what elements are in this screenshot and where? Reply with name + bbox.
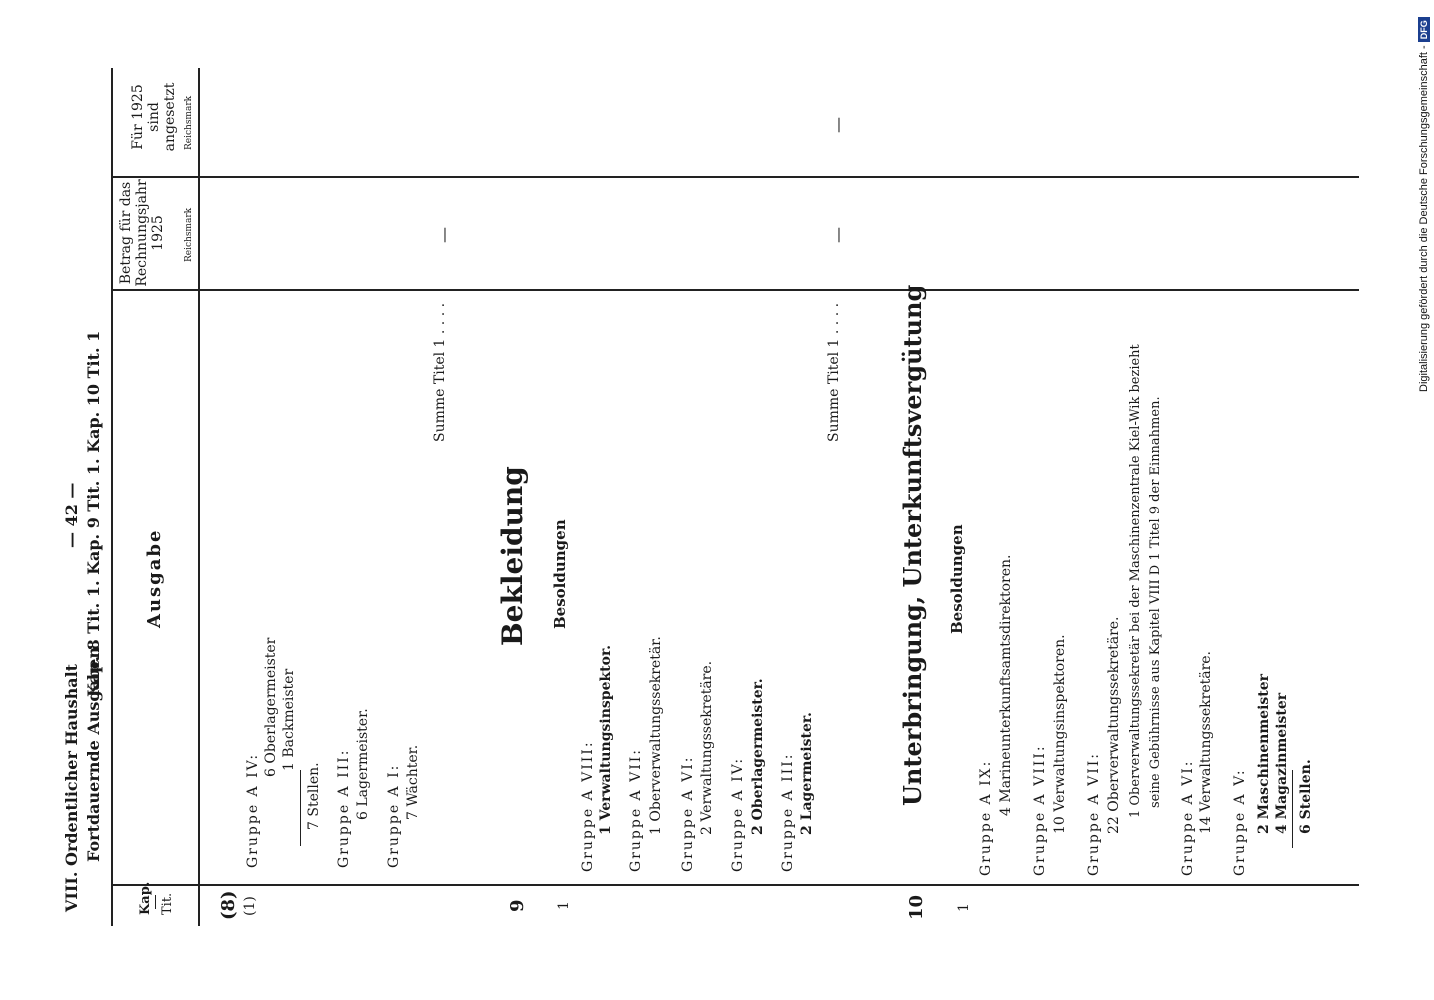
kap-column-rule: [111, 884, 1359, 886]
kap8-group-1-item-b: 1 Backmeister: [281, 668, 297, 771]
header-kind: Fortdauernde Ausgaben: [84, 647, 103, 862]
col-fuer-label: [130, 72, 178, 162]
kap9-group-3-item-a: 2 Verwaltungssekretäre.: [699, 660, 715, 835]
kap8-sum-bar: [300, 770, 301, 846]
col-kap-divider: [155, 895, 156, 909]
page-number: — 42 —: [62, 482, 81, 548]
kap8-group-3: Gruppe A I:: [386, 763, 402, 868]
kap10-number: 10: [906, 894, 927, 920]
col-fuer-unit: Reichsmark: [184, 95, 194, 150]
kap9-group-3: Gruppe A VI:: [680, 755, 696, 872]
kap8-group-3-item-a: 7 Wächter.: [405, 744, 421, 820]
kap8-number: (8): [218, 890, 239, 920]
kap10-group-3-note-2: seine Gebührnisse aus Kapitel VIII D 1 Titel 9 der Einnahmen.: [1148, 396, 1163, 808]
kap9-group-1: Gruppe A VIII:: [580, 740, 596, 872]
kap10-group-4: Gruppe A VI:: [1180, 759, 1196, 876]
kap8-sum-betrag: —: [434, 227, 453, 243]
kap9-group-4-item-a: 2 Oberlagermeister.: [750, 678, 766, 835]
kap9-group-2-item-a: 1 Oberverwaltungssekretär.: [648, 636, 664, 835]
kap10-group-2-item-a: 10 Verwaltungsinspektoren.: [1052, 634, 1068, 834]
digitization-credit: [1418, 17, 1430, 392]
kap10-group-5: Gruppe A V:: [1232, 768, 1248, 876]
kap8-group-2-item-a: 6 Lagermeister.: [355, 708, 371, 820]
kap9-title: Bekleidung: [496, 466, 529, 646]
kap9-sum-label: Summe Titel 1 . . . .: [826, 302, 842, 442]
kap8-group-2: Gruppe A III:: [336, 748, 352, 868]
col-betrag-label: [118, 179, 166, 287]
kap9-sum-betrag: —: [828, 227, 847, 243]
betrag-column-rule: [111, 289, 1359, 291]
header-chapters: Kap. 8 Tit. 1. Kap. 9 Tit. 1. Kap. 10 Tit. 1: [84, 330, 103, 697]
kap9-group-5: Gruppe A III:: [780, 752, 796, 872]
kap9-sum-fuer: —: [828, 117, 847, 133]
kap8-group-1-item-a: 6 Oberlagermeister: [263, 637, 279, 777]
kap8-group-1: Gruppe A IV:: [245, 752, 261, 868]
table-top-border: [111, 68, 113, 926]
kap10-sum-bar: [1292, 770, 1293, 848]
kap10-group-2: Gruppe A VIII:: [1032, 744, 1048, 876]
kap9-subtitle: Besoldungen: [551, 519, 569, 629]
kap10-group-5-item-a: 2 Maschinenmeister: [1256, 673, 1272, 834]
col-ausgabe-label: Ausgabe: [144, 528, 165, 628]
col-betrag-text: Betrag für das Rechnungsjahr 1925: [118, 179, 166, 287]
kap10-titel: 1: [956, 903, 972, 912]
fuer-column-rule: [111, 176, 1359, 178]
kap10-subtitle: Besoldungen: [948, 524, 966, 634]
header-part: VIII. Ordentlicher Haushalt: [62, 663, 81, 912]
kap10-group-4-item-a: 14 Verwaltungssekretäre.: [1198, 650, 1214, 834]
col-betrag-unit: Reichsmark: [184, 207, 194, 262]
col-kap-label: Kap.: [138, 881, 153, 915]
kap10-group-3-item-a: 22 Oberverwaltungssekretäre.: [1106, 616, 1122, 834]
kap9-titel: 1: [556, 901, 572, 910]
kap10-group-1: Gruppe A IX:: [978, 759, 994, 876]
kap8-titel: (1): [242, 896, 258, 916]
col-fuer-text: Für 1925 sind angesetzt: [130, 82, 178, 152]
kap9-group-4: Gruppe A IV:: [730, 756, 746, 872]
kap10-group-5-total: 6 Stellen.: [1298, 759, 1314, 834]
dfg-logo: DFG: [1418, 17, 1430, 42]
kap8-sum-label: Summe Titel 1 . . . .: [432, 302, 448, 442]
kap10-group-3-note-1: 1 Oberverwaltungssekretär bei der Maschinenzentrale Kiel-Wik bezieht: [1128, 344, 1143, 818]
kap9-group-2: Gruppe A VII:: [628, 748, 644, 872]
kap10-title: Unterbringung, Unterkunftsvergütung: [898, 284, 927, 806]
kap9-number: 9: [507, 899, 528, 912]
kap9-group-5-item-a: 2 Lagermeister.: [799, 712, 815, 835]
kap10-group-3: Gruppe A VII:: [1086, 752, 1102, 876]
credit-text: Digitalisierung gefördert durch die Deutsche Forschungsgemeinschaft -: [1418, 45, 1430, 392]
col-tit-label: Tit.: [160, 892, 175, 915]
table-header-border: [198, 68, 200, 926]
kap10-group-5-item-b: 4 Magazinmeister: [1274, 692, 1290, 834]
kap9-group-1-item-a: 1 Verwaltungsinspektor.: [598, 645, 614, 835]
kap10-group-1-item-a: 4 Marineunterkunftsamtsdirektoren.: [998, 554, 1014, 816]
kap8-group-1-total: 7 Stellen.: [306, 762, 322, 830]
